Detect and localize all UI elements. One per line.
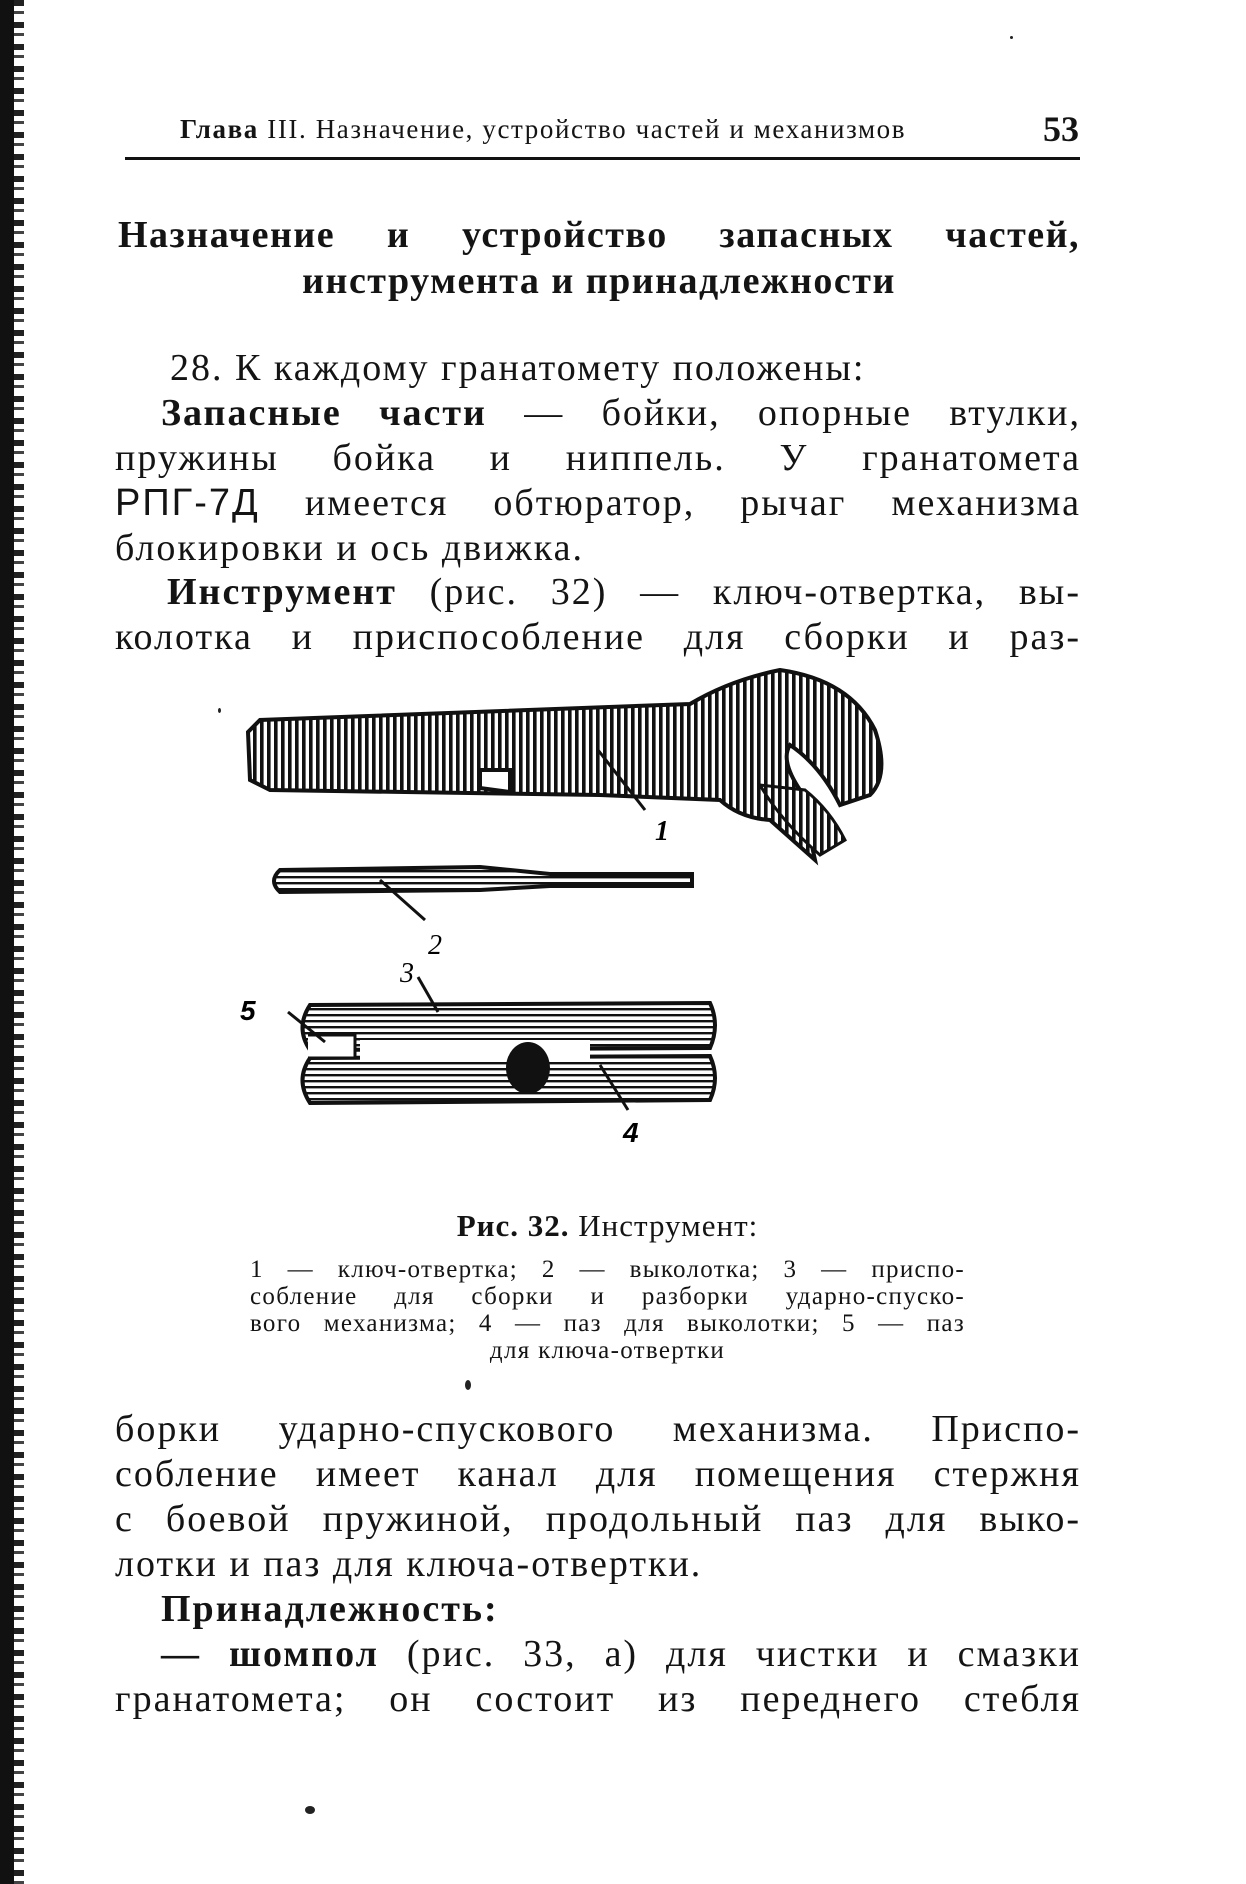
figure-label-5: 5 bbox=[240, 995, 256, 1026]
caption-line: вого механизма; 4 — паз для выколотки; 5 — паз bbox=[250, 1310, 965, 1337]
figure-label-2: 2 bbox=[428, 930, 442, 961]
chapter-title: III. Назначение, устройство частей и механизмов bbox=[267, 114, 907, 144]
paragraph-accessories bbox=[115, 1587, 1081, 1722]
paragraph-tools bbox=[115, 570, 1081, 660]
text-line: с боевой пружиной, продольный паз для выко- bbox=[115, 1498, 1081, 1540]
text-line: Запасные части — бойки, опорные втулки, bbox=[161, 392, 1081, 434]
section-title-line-2: инструмента и принадлежности bbox=[302, 260, 896, 302]
term-rpg-7d: РПГ-7Д bbox=[115, 482, 260, 524]
term-tool: Инструмент bbox=[167, 571, 397, 613]
figure-label-4: 4 bbox=[623, 1117, 639, 1148]
text-line: РПГ-7Д имеется обтюратор, рычаг механизма bbox=[115, 482, 1081, 524]
caption-line: для ключа-отвертки bbox=[489, 1337, 726, 1364]
drift-punch-drawing bbox=[274, 867, 692, 920]
text-line bbox=[115, 1587, 1081, 1632]
text-line: собление имеет канал для помещения стержня bbox=[115, 1453, 1081, 1495]
figure-32-tools bbox=[240, 660, 920, 1180]
assembly-device-drawing bbox=[288, 977, 715, 1110]
section-title bbox=[118, 212, 1080, 304]
scan-speck bbox=[1010, 36, 1013, 39]
figure-label-1: 1 bbox=[655, 816, 669, 847]
text-line: блокировки и ось движка. bbox=[115, 527, 584, 569]
running-head bbox=[180, 114, 1080, 154]
text-line: борки ударно-спускового механизма. Приспо- bbox=[115, 1408, 1081, 1450]
term-ramrod: шомпол bbox=[228, 1633, 379, 1675]
text-line: колотка и приспособление для сборки и раз- bbox=[115, 616, 1081, 658]
paragraph-spare-parts bbox=[115, 346, 1081, 571]
figure-label-3: 3 bbox=[400, 958, 414, 989]
header-rule bbox=[125, 157, 1080, 160]
text-line: — шомпол (рис. 33, а) для чистки и смазки bbox=[161, 1633, 1081, 1675]
caption-line: собление для сборки и разборки ударно-спуско- bbox=[250, 1283, 965, 1310]
heading-accessories: Принадлежность: bbox=[161, 1588, 499, 1630]
caption-line: 1 — ключ-отвертка; 2 — выколотка; 3 — приспо- bbox=[250, 1256, 965, 1283]
page-number: 53 bbox=[1043, 109, 1079, 149]
text-line: пружины бойка и ниппель. У гранатомета bbox=[115, 437, 1081, 479]
chapter-label: Глава bbox=[180, 114, 259, 144]
figure-caption bbox=[250, 1208, 965, 1364]
term-spare-parts: Запасные части bbox=[161, 392, 487, 434]
section-title-line-1: Назначение и устройство запасных частей, bbox=[118, 214, 1080, 256]
text-line: лотки и паз для ключа-отвертки. bbox=[115, 1543, 703, 1585]
scan-speck bbox=[305, 1806, 315, 1814]
scan-binding-edge bbox=[0, 0, 14, 1884]
caption-title: Рис. 32. Инструмент: bbox=[456, 1208, 759, 1243]
scan-speck bbox=[465, 1380, 471, 1390]
wrench-screwdriver-drawing bbox=[248, 670, 881, 860]
text-line: Инструмент (рис. 32) — ключ-отвертка, вы- bbox=[167, 571, 1081, 613]
scan-speck bbox=[218, 708, 221, 713]
caption-legend bbox=[250, 1256, 965, 1364]
text-line: 28. К каждому гранатомету положены: bbox=[170, 347, 866, 389]
paragraph-device bbox=[115, 1407, 1081, 1587]
text-line: гранатомета; он состоит из переднего стебля bbox=[115, 1678, 1081, 1720]
scan-binding-texture bbox=[14, 0, 24, 1884]
